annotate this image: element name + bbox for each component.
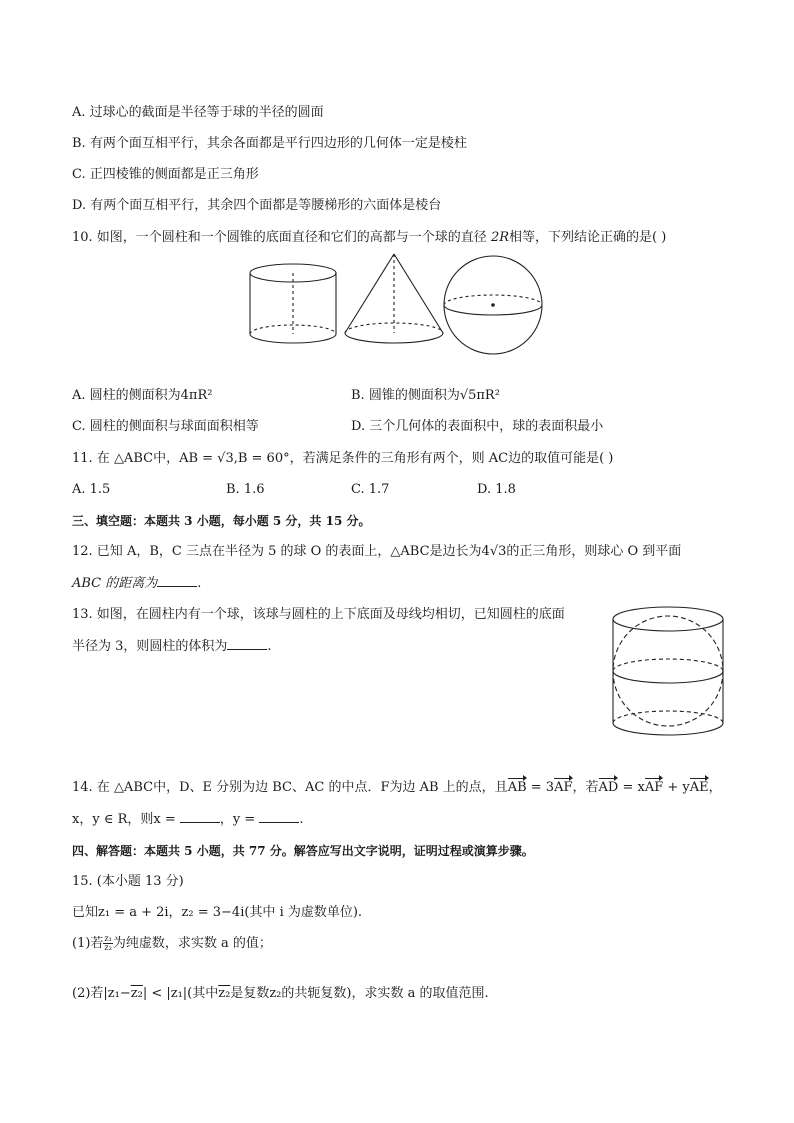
q10-option-d: D. 三个几何体的表面积中，球的表面积最小 <box>351 419 604 434</box>
q11-option-d: D. 1.8 <box>477 482 516 497</box>
section-3-heading: 三、填空题：本题共 3 小题，每小题 5 分，共 15 分。 <box>72 514 371 528</box>
q13-line1: 13. 如图，在圆柱内有一个球，该球与圆柱的上下底面及母线均相切，已知圆柱的底面 <box>72 607 565 622</box>
q15-heading: 15. (本小题 13 分) <box>72 874 184 889</box>
q12-answer-blank <box>157 574 197 587</box>
q15-part2: (2)若|z₁−z₂| < |z₁|(其中z₂是复数z₂的共轭复数)，求实数 a 的取值范围. <box>72 986 489 1001</box>
q9-option-a: A. 过球心的截面是半径等于球的半径的圆面 <box>72 105 324 120</box>
q12-line2: ABC 的距离为 . <box>72 576 202 591</box>
vector-ad: AD <box>598 780 619 795</box>
q11-option-b: B. 1.6 <box>226 482 265 497</box>
q11-stem: 11. 在 △ABC中，AB = √3,B = 60°，若满足条件的三角形有两个，则 AC边的取值可能是( ) <box>72 451 614 466</box>
z2-conjugate-2: z₂ <box>218 986 231 1001</box>
q11-option-a: A. 1.5 <box>72 482 111 497</box>
vector-af-2: AF <box>644 780 664 795</box>
vector-ab: AB <box>507 780 527 795</box>
q14-line1: 14. 在 △ABC中，D、E 分别为边 BC、AC 的中点．F为边 AB 上的点，且AB = 3AF，若AD = xAF + yAE， <box>72 780 722 795</box>
q9-option-d: D. 有两个面互相平行，其余四个面都是等腰梯形的六面体是棱台 <box>72 198 442 213</box>
q12-line1: 12. 已知 A，B，C 三点在半径为 5 的球 O 的表面上，△ABC是边长为4√3的正三角形，则球心 O 到平面 <box>72 544 682 559</box>
q14-x-blank <box>180 810 220 823</box>
q11-option-c: C. 1.7 <box>351 482 390 497</box>
vector-ae: AE <box>689 780 709 795</box>
inscribed-sphere <box>613 616 723 726</box>
q14-y-blank <box>259 810 299 823</box>
q10-stem: 10. 如图，一个圆柱和一个圆锥的底面直径和它们的高都与一个球的直径 2R相等，下列结论正确的是( ) <box>72 230 667 245</box>
q10-option-c: C. 圆柱的侧面积与球面面积相等 <box>72 419 259 434</box>
q13-line2: 半径为 3，则圆柱的体积为 . <box>72 639 272 654</box>
q13-figure <box>606 602 730 738</box>
cone-shape <box>345 254 443 343</box>
vector-af: AF <box>554 780 573 795</box>
sphere-center-dot <box>491 303 495 307</box>
q10-option-b: B. 圆锥的侧面积为√5πR² <box>351 388 500 403</box>
q15-given: 已知z₁ = a + 2i，z₂ = 3−4i(其中 i 为虚数单位). <box>72 905 363 920</box>
q10-option-a: A. 圆柱的侧面积为4πR² <box>72 388 213 403</box>
inscribed-cylinder <box>613 607 723 735</box>
q14-line2: x，y ∈ R，则x = ，y = . <box>72 812 304 827</box>
q10-figure <box>244 250 554 360</box>
z2-conjugate: z₂ <box>130 986 143 1001</box>
cylinder-shape <box>250 264 336 343</box>
q9-option-b: B. 有两个面互相平行，其余各面都是平行四边形的几何体一定是棱柱 <box>72 136 467 151</box>
section-4-heading: 四、解答题：本题共 5 小题，共 77 分。解答应写出文字说明，证明过程或演算步骤。 <box>72 844 534 858</box>
q9-option-c: C. 正四棱锥的侧面都是正三角形 <box>72 167 259 182</box>
q13-answer-blank <box>227 637 267 650</box>
z1-over-z2-fraction: $\frac{\text{z₁}}{\text{z₂}}$ <box>104 934 112 952</box>
q15-part1: (1)若 $\frac{\text{z₁}}{\text{z₂}}$ 为纯虚数，求实数 a 的值； <box>72 934 272 952</box>
